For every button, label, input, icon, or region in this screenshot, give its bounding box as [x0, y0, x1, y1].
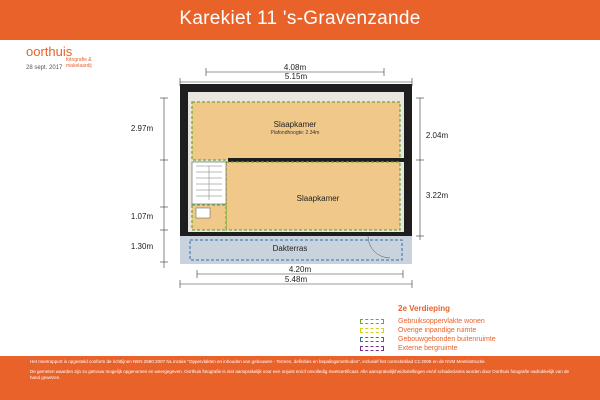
room-bedroom-upper-ceiling: Plafondhoogte: 2.34m — [270, 130, 320, 136]
footer-paragraph-1: Het meetrapport is opgesteld conform de richtlijnen NEN 2580:2007 NL inzake "Oppervlakten en inhouden van gebouwen - Termen, definities en bepalingsmethoden", inclusief het correctieblad C1:2008 en de NVM Meetinstructie. — [30, 359, 486, 364]
legend-item-label: Externe bergruimte — [398, 345, 458, 352]
legend-item — [360, 344, 496, 353]
legend-swatch-green — [360, 319, 384, 324]
legend-swatch-purple — [360, 346, 384, 351]
legend-swatch-blue — [360, 337, 384, 342]
footer-disclaimer — [0, 356, 600, 400]
legend — [360, 304, 496, 353]
dim-left-upper-label: 2.97m — [130, 124, 154, 133]
dim-top-outer-label: 5.15m — [284, 72, 308, 81]
legend-swatch-yellow — [360, 328, 384, 333]
legend-item-label: Gebouwgebonden buitenruimte — [398, 336, 496, 343]
document-date: 28 sept. 2017 — [26, 65, 63, 71]
dimension-left — [160, 98, 168, 268]
dim-right-upper-label: 2.04m — [425, 131, 449, 140]
page-title: Karekiet 11 's-Gravenzande — [179, 8, 421, 29]
dim-left-lower-label: 1.30m — [130, 242, 154, 251]
dim-bottom-outer-label: 5.48m — [284, 275, 308, 284]
logo-brand: oorthuis — [26, 44, 73, 59]
legend-item — [360, 326, 496, 335]
logo-tagline: fotografie & makelaardij — [66, 57, 92, 69]
dim-right-lower-label: 3.22m — [425, 191, 449, 200]
staircase — [192, 162, 226, 204]
legend-item — [360, 335, 496, 344]
terrace-label: Dakterras — [272, 244, 308, 253]
sink-icon — [196, 208, 210, 218]
dim-top-inner-label: 4.08m — [283, 63, 307, 72]
legend-item — [360, 317, 496, 326]
dim-left-mid-label: 1.07m — [130, 212, 154, 221]
legend-floor-title: 2e Verdieping — [398, 304, 451, 313]
legend-item-label: Overige inpandige ruimte — [398, 327, 477, 334]
room-bedroom-upper-label: Slaapkamer — [273, 120, 317, 129]
room-bedroom-lower-label: Slaapkamer — [296, 194, 340, 203]
dimension-right — [416, 98, 424, 240]
legend-item-label: Gebruiksoppervlakte wonen — [398, 318, 485, 325]
dim-bottom-inner-label: 4.20m — [288, 265, 312, 274]
footer-paragraph-2: De gemeten waarden zijn zo getrouw mogelijk opgenomen en weergegeven. Oorthuis fotografie is niet aansprakelijk voor een onjuist en/of onvolledig meetcertificaat. Alle aansprakelijkheidsstellingen en/of schadeclaims worden door Oorthuis fotografie nadrukkelijk van de hand gewezen. — [30, 369, 570, 380]
